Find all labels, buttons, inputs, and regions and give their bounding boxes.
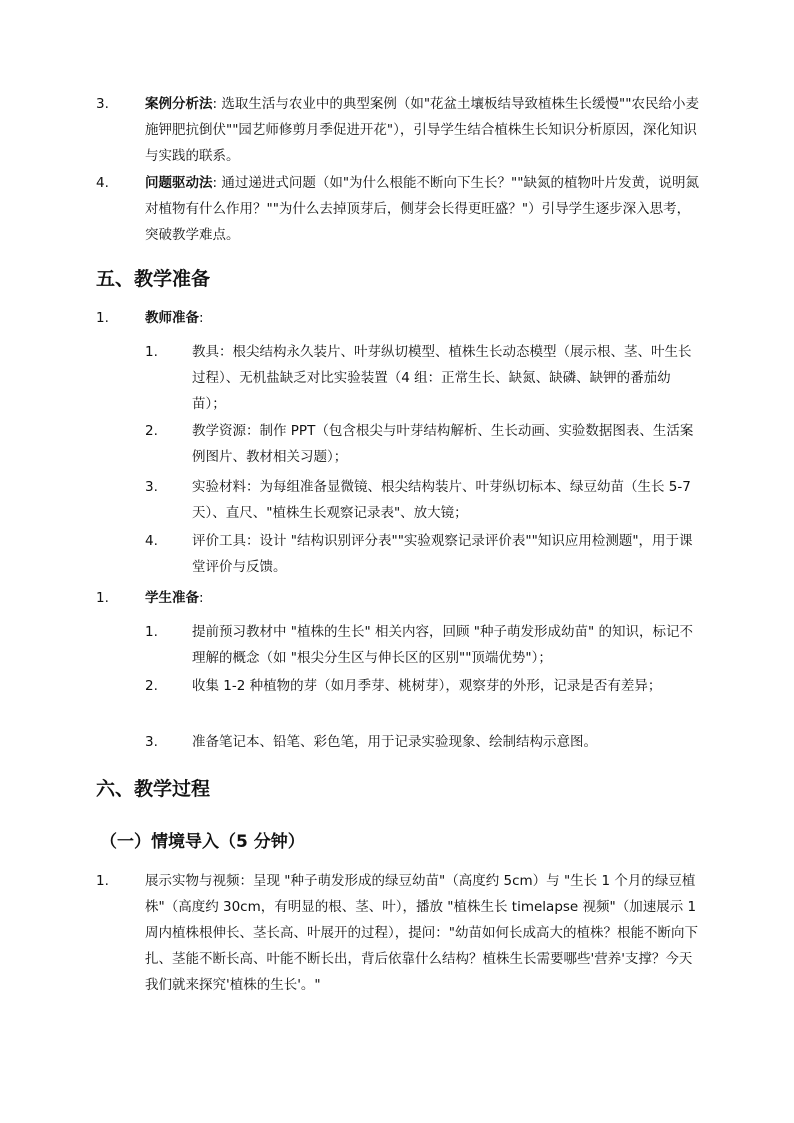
list-number: 1. xyxy=(96,590,109,606)
subsection-label: 教师准备 xyxy=(145,310,199,326)
subsection-label: 学生准备 xyxy=(145,590,199,606)
method-description: : 通过递进式问题（如"为什么根能不断向下生长？""缺氮的植物叶片发黄，说明氮对植物有什么作用？""为什么去掉顶芽后，侧芽会长得更旺盛？"）引导学生逐步深入思考，突破教学难点。 xyxy=(145,175,699,243)
list-text: 提前预习教材中 "植株的生长" 相关内容，回顾 "种子萌发形成幼苗" 的知识，标记不理解的概念（如 "根尖分生区与伸长区的区别""顶端优势"）； xyxy=(192,624,694,666)
list-text: 学生准备: xyxy=(145,590,204,606)
list-text: 准备笔记本、铅笔、彩色笔，用于记录实验现象、绘制结构示意图。 xyxy=(192,734,597,750)
list-number: 1. xyxy=(96,873,109,889)
list-number: 3. xyxy=(145,734,158,750)
method-description: : 选取生活与农业中的典型案例（如"花盆土壤板结导致植株生长缓慢""农民给小麦施钾肥抗倒伏""园艺师修剪月季促进开花"），引导学生结合植株生长知识分析原因，深化知识与实践的联系。 xyxy=(145,96,699,164)
method-name: 问题驱动法 xyxy=(145,175,213,191)
list-text: 教具：根尖结构永久装片、叶芽纵切模型、植株生长动态模型（展示根、茎、叶生长过程）、无机盐缺乏对比实验装置（4 组：正常生长、缺氮、缺磷、缺钾的番茄幼苗）； xyxy=(192,344,692,412)
section-heading-teaching-preparation: 五、教学准备 xyxy=(96,268,211,290)
subsection-heading-situation-intro: （一）情境导入（5 分钟） xyxy=(100,832,305,852)
list-text: 收集 1-2 种植物的芽（如月季芽、桃树芽），观察芽的外形，记录是否有差异； xyxy=(192,678,662,694)
list-text xyxy=(145,91,702,169)
list-number: 1. xyxy=(145,344,158,360)
list-number: 4. xyxy=(96,175,109,191)
list-number: 2. xyxy=(145,678,158,694)
list-number: 3. xyxy=(96,96,109,112)
section-heading-teaching-process: 六、教学过程 xyxy=(96,778,211,800)
list-number: 1. xyxy=(96,310,109,326)
list-text: 实验材料：为每组准备显微镜、根尖结构装片、叶芽纵切标本、绿豆幼苗（生长 5-7 天）、直尺、"植株生长观察记录表"、放大镜； xyxy=(192,479,691,521)
list-text: 教学资源：制作 PPT（包含根尖与叶芽结构解析、生长动画、实验数据图表、生活案例图片、教材相关习题）； xyxy=(192,423,694,465)
list-number: 4. xyxy=(145,533,158,549)
method-name: 案例分析法 xyxy=(145,96,213,112)
list-text: 教师准备: xyxy=(145,310,204,326)
list-number: 3. xyxy=(145,479,158,495)
list-text: 评价工具：设计 "结构识别评分表""实验观察记录评价表""知识应用检测题"，用于课堂评价与反馈。 xyxy=(192,533,693,575)
list-text: 展示实物与视频：呈现 "种子萌发形成的绿豆幼苗"（高度约 5cm）与 "生长 1 个月的绿豆植株"（高度约 30cm，有明显的根、茎、叶），播放 "植株生长 timelapse 视频"（加速展示 1 周内植株根伸长、茎长高、叶展开的过程），提问："幼苗如何长成高大的植株？根能不断向下扎、茎能不断长高、叶能不断长出，背后依靠什么结构？植株生长需要哪些'营养'支撑？今天我们就来探究'植株的生长'。" xyxy=(145,873,698,993)
list-text xyxy=(145,170,702,248)
list-number: 2. xyxy=(145,423,158,439)
list-number: 1. xyxy=(145,624,158,640)
